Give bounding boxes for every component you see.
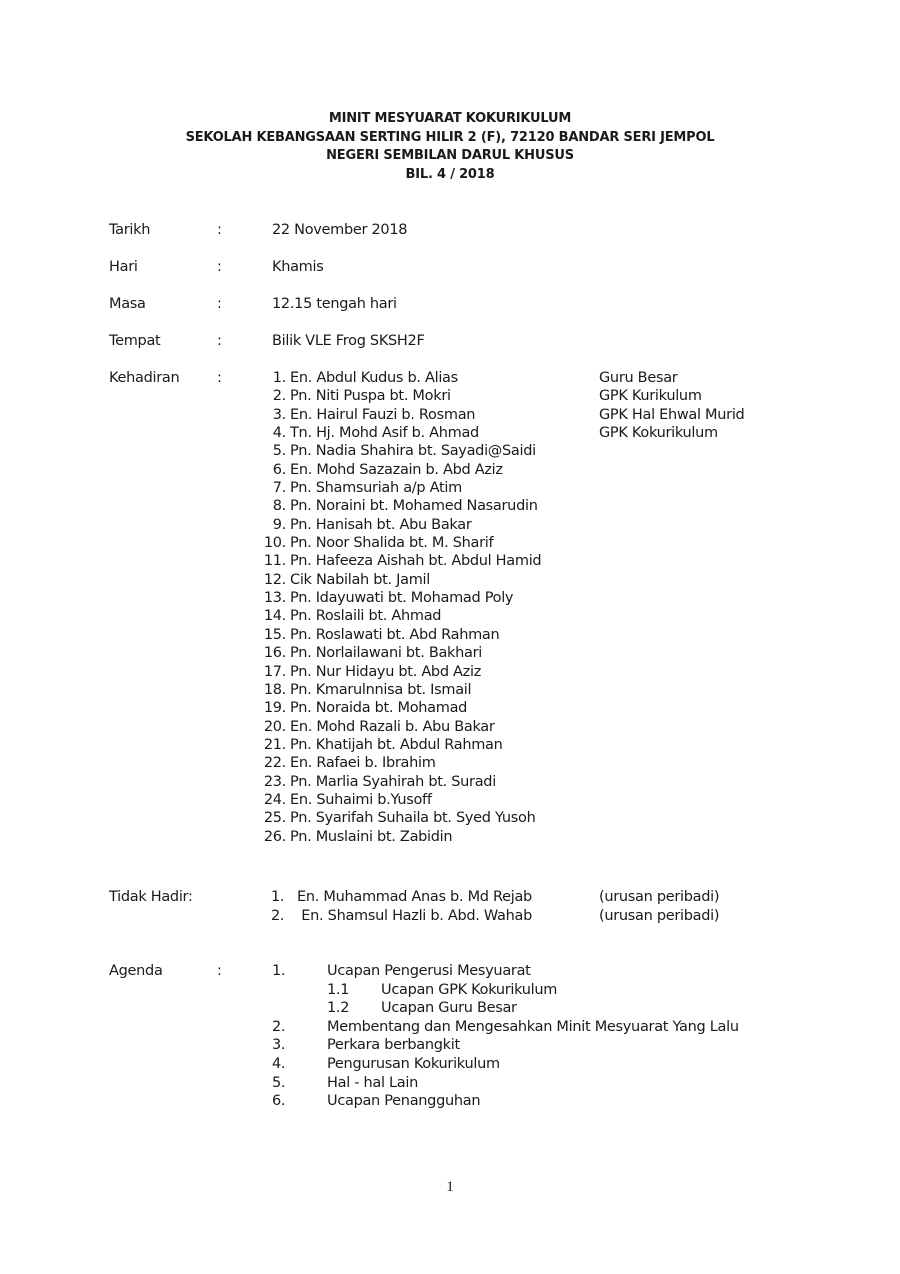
absent-number: 1.: [271, 889, 285, 905]
date-label: Tarikh: [109, 222, 151, 238]
attendee-item: [258, 534, 541, 552]
attendee-item: [258, 644, 541, 662]
attendee-number: 16.: [263, 645, 286, 662]
attendee-name: En. Hairul Fauzi b. Rosman: [290, 406, 476, 423]
absent-number: 2.: [271, 908, 285, 924]
attendee-item: [258, 442, 541, 460]
attendee-name: Pn. Khatijah bt. Abdul Rahman: [290, 736, 503, 753]
time-value: 12.15 tengah hari: [272, 296, 397, 312]
document-title: MINIT MESYUARAT KOKURIKULUM: [328, 111, 572, 126]
agenda-number: 4.: [272, 1055, 286, 1072]
attendee-name: Pn. Roslawati bt. Abd Rahman: [290, 626, 500, 643]
agenda-text: Membentang dan Mengesahkan Minit Mesyuarat Yang Lalu: [327, 1018, 739, 1035]
venue-value: Bilik VLE Frog SKSH2F: [272, 333, 425, 349]
attendee-number: 6.: [272, 461, 286, 478]
agenda-text: Hal - hal Lain: [327, 1074, 418, 1091]
attendee-name: En. Rafaei b. Ibrahim: [290, 755, 436, 772]
attendee-name: En. Suhaimi b.Yusoff: [290, 791, 432, 808]
attendance-label: Kehadiran: [109, 370, 180, 386]
attendee-name: Pn. Hanisah bt. Abu Bakar: [290, 516, 472, 533]
attendee-item: [258, 406, 541, 424]
agenda-text: Ucapan Pengerusi Mesyuarat: [327, 963, 531, 979]
attendee-number: 7.: [272, 480, 286, 497]
attendee-number: 22.: [263, 755, 286, 772]
agenda-text: Ucapan GPK Kokurikulum: [381, 981, 558, 998]
attendee-number: 23.: [263, 773, 286, 790]
agenda-number: 2.: [272, 1018, 286, 1035]
attendance-roles: [599, 369, 744, 442]
agenda-label: Agenda: [109, 963, 163, 979]
attendee-number: 20.: [263, 718, 286, 735]
state-name: NEGERI SEMBILAN DARUL KHUSUS: [326, 148, 574, 163]
attendee-name: Pn. Kmarulnnisa bt. Ismail: [290, 681, 472, 698]
attendee-number: 13.: [263, 590, 286, 607]
attendee-number: 17.: [263, 663, 286, 680]
attendee-number: 10.: [263, 535, 286, 552]
absent-item: [271, 907, 720, 926]
attendee-name: Tn. Hj. Mohd Asif b. Ahmad: [290, 425, 479, 442]
colon: :: [217, 259, 222, 275]
attendee-item: [258, 571, 541, 589]
role: GPK Kokurikulum: [599, 425, 718, 442]
attendee-number: 14.: [263, 608, 286, 625]
attendee-item: [258, 809, 541, 827]
attendee-name: Pn. Noraini bt. Mohamed Nasarudin: [290, 498, 538, 515]
absent-name: En. Muhammad Anas b. Md Rejab: [297, 889, 532, 905]
role: GPK Hal Ehwal Murid: [599, 406, 745, 423]
day-value: Khamis: [272, 259, 324, 275]
attendee-item: [258, 681, 541, 699]
attendee-item: [258, 552, 541, 570]
attendee-item: [258, 828, 541, 846]
attendee-item: [258, 387, 541, 405]
agenda-text: Pengurusan Kokurikulum: [327, 1055, 500, 1072]
school-name: SEKOLAH KEBANGSAAN SERTING HILIR 2 (F), 72120 BANDAR SERI JEMPOL: [185, 129, 715, 145]
attendee-name: Pn. Noor Shalida bt. M. Sharif: [290, 535, 494, 552]
attendee-item: [258, 773, 541, 791]
attendee-name: Pn. Nadia Shahira bt. Sayadi@Saidi: [290, 443, 536, 460]
page-number: 1: [446, 1179, 454, 1195]
agenda-number: 1.2: [327, 1000, 350, 1017]
attendee-name: En. Abdul Kudus b. Alias: [290, 370, 458, 386]
attendee-number: 26.: [263, 828, 286, 845]
attendee-number: 11.: [263, 553, 286, 570]
agenda-number: 1.1: [327, 981, 350, 998]
attendee-item: [258, 497, 541, 515]
attendee-name: Pn. Idayuwati bt. Mohamad Poly: [290, 590, 514, 607]
attendee-number: 18.: [263, 681, 286, 698]
attendee-number: 15.: [263, 626, 286, 643]
attendee-item: [258, 424, 541, 442]
agenda-number: 5.: [272, 1074, 286, 1091]
agenda-number: 1.: [272, 963, 286, 979]
agenda-number: 6.: [272, 1093, 286, 1110]
time-label: Masa: [109, 296, 146, 312]
colon: :: [217, 296, 222, 312]
attendee-number: 8.: [272, 498, 286, 515]
attendee-name: Pn. Hafeeza Aishah bt. Abdul Hamid: [290, 553, 542, 570]
attendee-name: Pn. Syarifah Suhaila bt. Syed Yusoh: [290, 810, 536, 827]
attendee-number: 21.: [263, 736, 286, 753]
attendee-item: [258, 479, 541, 497]
attendance-list: [258, 369, 541, 846]
attendee-item: [258, 516, 541, 534]
absent-reason: (urusan peribadi): [599, 908, 720, 924]
attendee-number: 5.: [272, 443, 286, 460]
attendee-item: [258, 754, 541, 772]
attendee-name: Pn. Muslaini bt. Zabidin: [290, 828, 453, 845]
attendee-item: [258, 589, 541, 607]
role: GPK Kurikulum: [599, 388, 702, 405]
attendee-number: 25.: [263, 810, 286, 827]
attendee-name: Pn. Niti Puspa bt. Mokri: [290, 388, 451, 405]
attendee-number: 9.: [272, 516, 286, 533]
attendee-item: [258, 699, 541, 717]
absent-list: [271, 888, 720, 926]
attendee-number: 24.: [263, 791, 286, 808]
document-header: [0, 110, 900, 184]
day-label: Hari: [109, 259, 138, 275]
attendee-item: [258, 607, 541, 625]
absent-item: [271, 888, 720, 907]
attendee-number: 2.: [272, 388, 286, 405]
attendee-name: Pn. Roslaili bt. Ahmad: [290, 608, 442, 625]
attendee-item: [258, 663, 541, 681]
attendee-name: Pn. Norlailawani bt. Bakhari: [290, 645, 483, 662]
role: Guru Besar: [599, 370, 678, 386]
absent-label: Tidak Hadir:: [109, 889, 193, 905]
colon: :: [217, 963, 222, 979]
agenda-text: Ucapan Penangguhan: [327, 1093, 481, 1110]
agenda-text: Ucapan Guru Besar: [381, 1000, 517, 1017]
attendee-item: [258, 626, 541, 644]
attendee-item: [258, 791, 541, 809]
colon: :: [217, 222, 222, 238]
meeting-number: BIL. 4 / 2018: [405, 166, 495, 182]
attendee-item: [258, 369, 541, 387]
agenda-text: Perkara berbangkit: [327, 1037, 460, 1054]
attendee-name: Pn. Marlia Syahirah bt. Suradi: [290, 773, 496, 790]
venue-label: Tempat: [109, 333, 161, 349]
attendee-item: [258, 461, 541, 479]
attendee-name: En. Mohd Sazazain b. Abd Aziz: [290, 461, 503, 478]
attendee-name: Pn. Nur Hidayu bt. Abd Aziz: [290, 663, 482, 680]
attendee-name: Pn. Noraida bt. Mohamad: [290, 700, 468, 717]
attendee-name: En. Mohd Razali b. Abu Bakar: [290, 718, 495, 735]
attendee-number: 1.: [272, 370, 286, 386]
attendee-name: Cik Nabilah bt. Jamil: [290, 571, 430, 588]
attendee-item: [258, 736, 541, 754]
attendee-item: [258, 718, 541, 736]
colon: :: [217, 370, 222, 386]
absent-reason: (urusan peribadi): [599, 889, 720, 905]
absent-name: En. Shamsul Hazli b. Abd. Wahab: [297, 908, 532, 924]
attendee-number: 19.: [263, 700, 286, 717]
date-value: 22 November 2018: [272, 222, 408, 238]
attendee-number: 3.: [272, 406, 286, 423]
attendee-name: Pn. Shamsuriah a/p Atim: [290, 480, 462, 497]
agenda-number: 3.: [272, 1037, 286, 1054]
attendee-number: 4.: [272, 425, 286, 442]
colon: :: [217, 333, 222, 349]
attendee-number: 12.: [263, 571, 286, 588]
